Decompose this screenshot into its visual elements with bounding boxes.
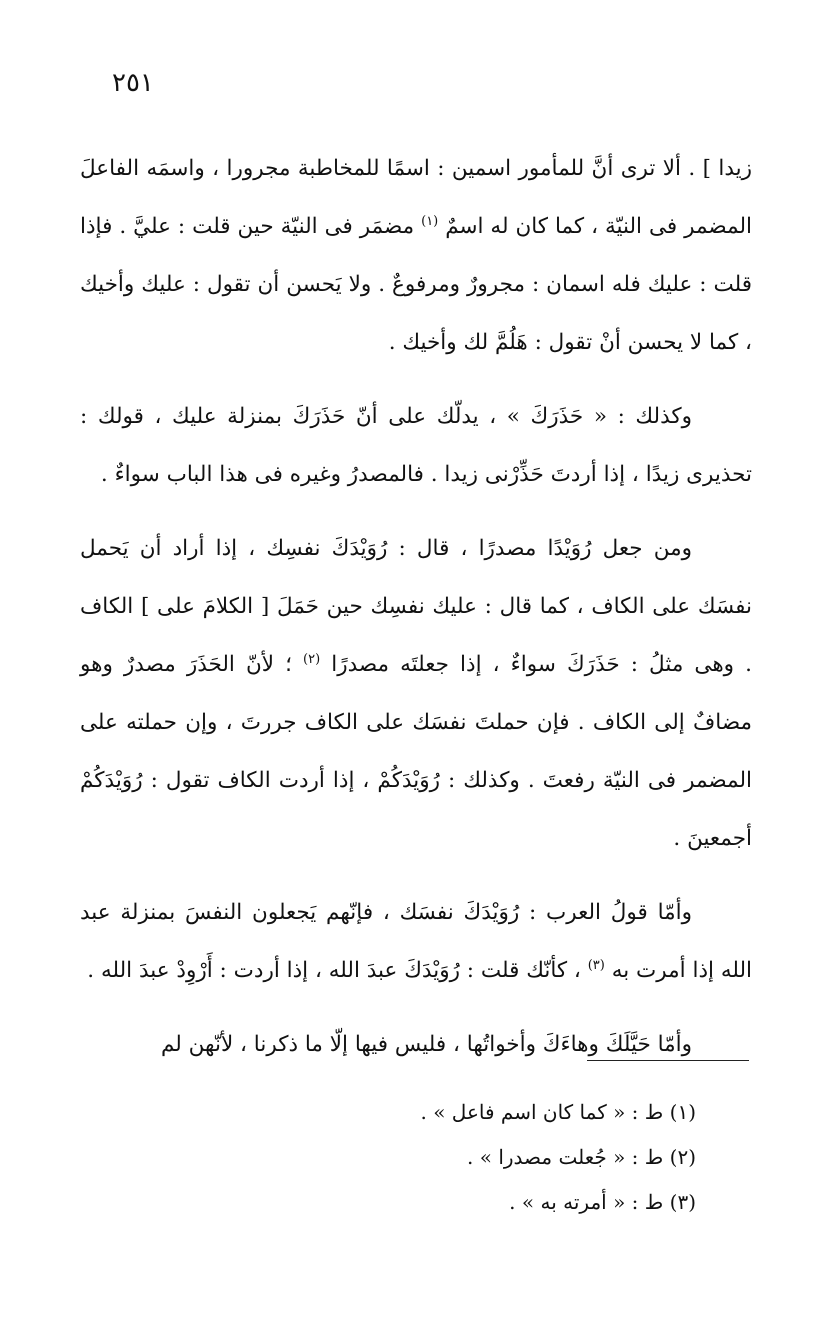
text-segment: ومن جعل رُوَيْدًا مصدرًا ، قال : رُوَيْدَكَ نفسِك ، إذا أراد أن يَحمل نفسَك على الكاف ، كما قال : عليك نفسِك حين حَمَلَ [ الكلامَ على ] الكاف . وهى مثلُ : حَذَرَكَ سواءٌ ، إذا جعلتَه مصدرًا [80,536,752,677]
text-segment: زيدا ] . ألا ترى أنَّ للمأمور اسمين : اسمًا للمخاطبة مجرورا ، واسمَه الفاعلَ المضمر فى النيّة ، كما كان له اسمٌ [80,156,752,239]
footnote-reference: (٣) [587,957,605,973]
paragraph [80,884,752,1000]
footnotes [236,1090,696,1225]
text-segment: وأمّا قولُ العرب : رُوَيْدَكَ نفسَك ، فإنّهم يَجعلون النفسَ بمنزلة عبد الله إذا أمرت به [80,900,752,983]
paragraph [80,140,752,372]
main-text [80,140,752,1090]
text-segment: ، كأنّك قلت : رُوَيْدَكَ عبدَ الله ، إذا أردت : أَرْوِدْ عبدَ الله . [87,958,588,983]
text-segment: وكذلك : « حَذَرَكَ » ، يدلّك على أنّ حَذَرَكَ بمنزلة عليك ، قولك : تحذيرى زيدًا ، إذا أردتَ حَذِّرْنى زيدا . فالمصدرُ وغيره فى هذا الباب سواءٌ . [80,404,752,487]
paragraph [80,1016,752,1074]
footnote-1: (١) ط : « كما كان اسم فاعل » . [420,1100,696,1124]
text-segment: ؛ لأنّ الحَذَرَ مصدرٌ وهو مضافٌ إلى الكاف . فإن حملتَ نفسَك على الكاف جررتَ ، وإن حملته على المضمر فى النيّة رفعتَ . وكذلك : رُوَيْدَكُمْ ، إذا أردت الكاف تقول : رُوَيْدَكُمْ أجمعينَ . [80,652,752,851]
paragraph [80,388,752,504]
footnote-divider [587,1060,749,1061]
footnote-reference: (١) [421,213,439,229]
footnote-reference: (٢) [303,651,321,667]
footnote-3: (٣) ط : « أمرته به » . [509,1190,696,1214]
text-segment: وأمّا حَيَّلَكَ وهاءَكَ وأخواتُها ، فليس فيها إلّا ما ذكرنا ، لأنّهن لم [160,1032,692,1057]
page-number: ٢٥١ [112,68,154,98]
paragraph [80,520,752,868]
footnote-2: (٢) ط : « جُعلت مصدرا » . [467,1145,696,1169]
text-segment: مضمَر فى النيّة حين قلت : عليَّ . فإذا قلت : عليك فله اسمان : مجرورٌ ومرفوعٌ . ولا يَحسن أن تقول : عليك وأخيك ، كما لا يحسن أنْ تقول : هَلُمَّ لك وأخيك . [80,214,752,355]
